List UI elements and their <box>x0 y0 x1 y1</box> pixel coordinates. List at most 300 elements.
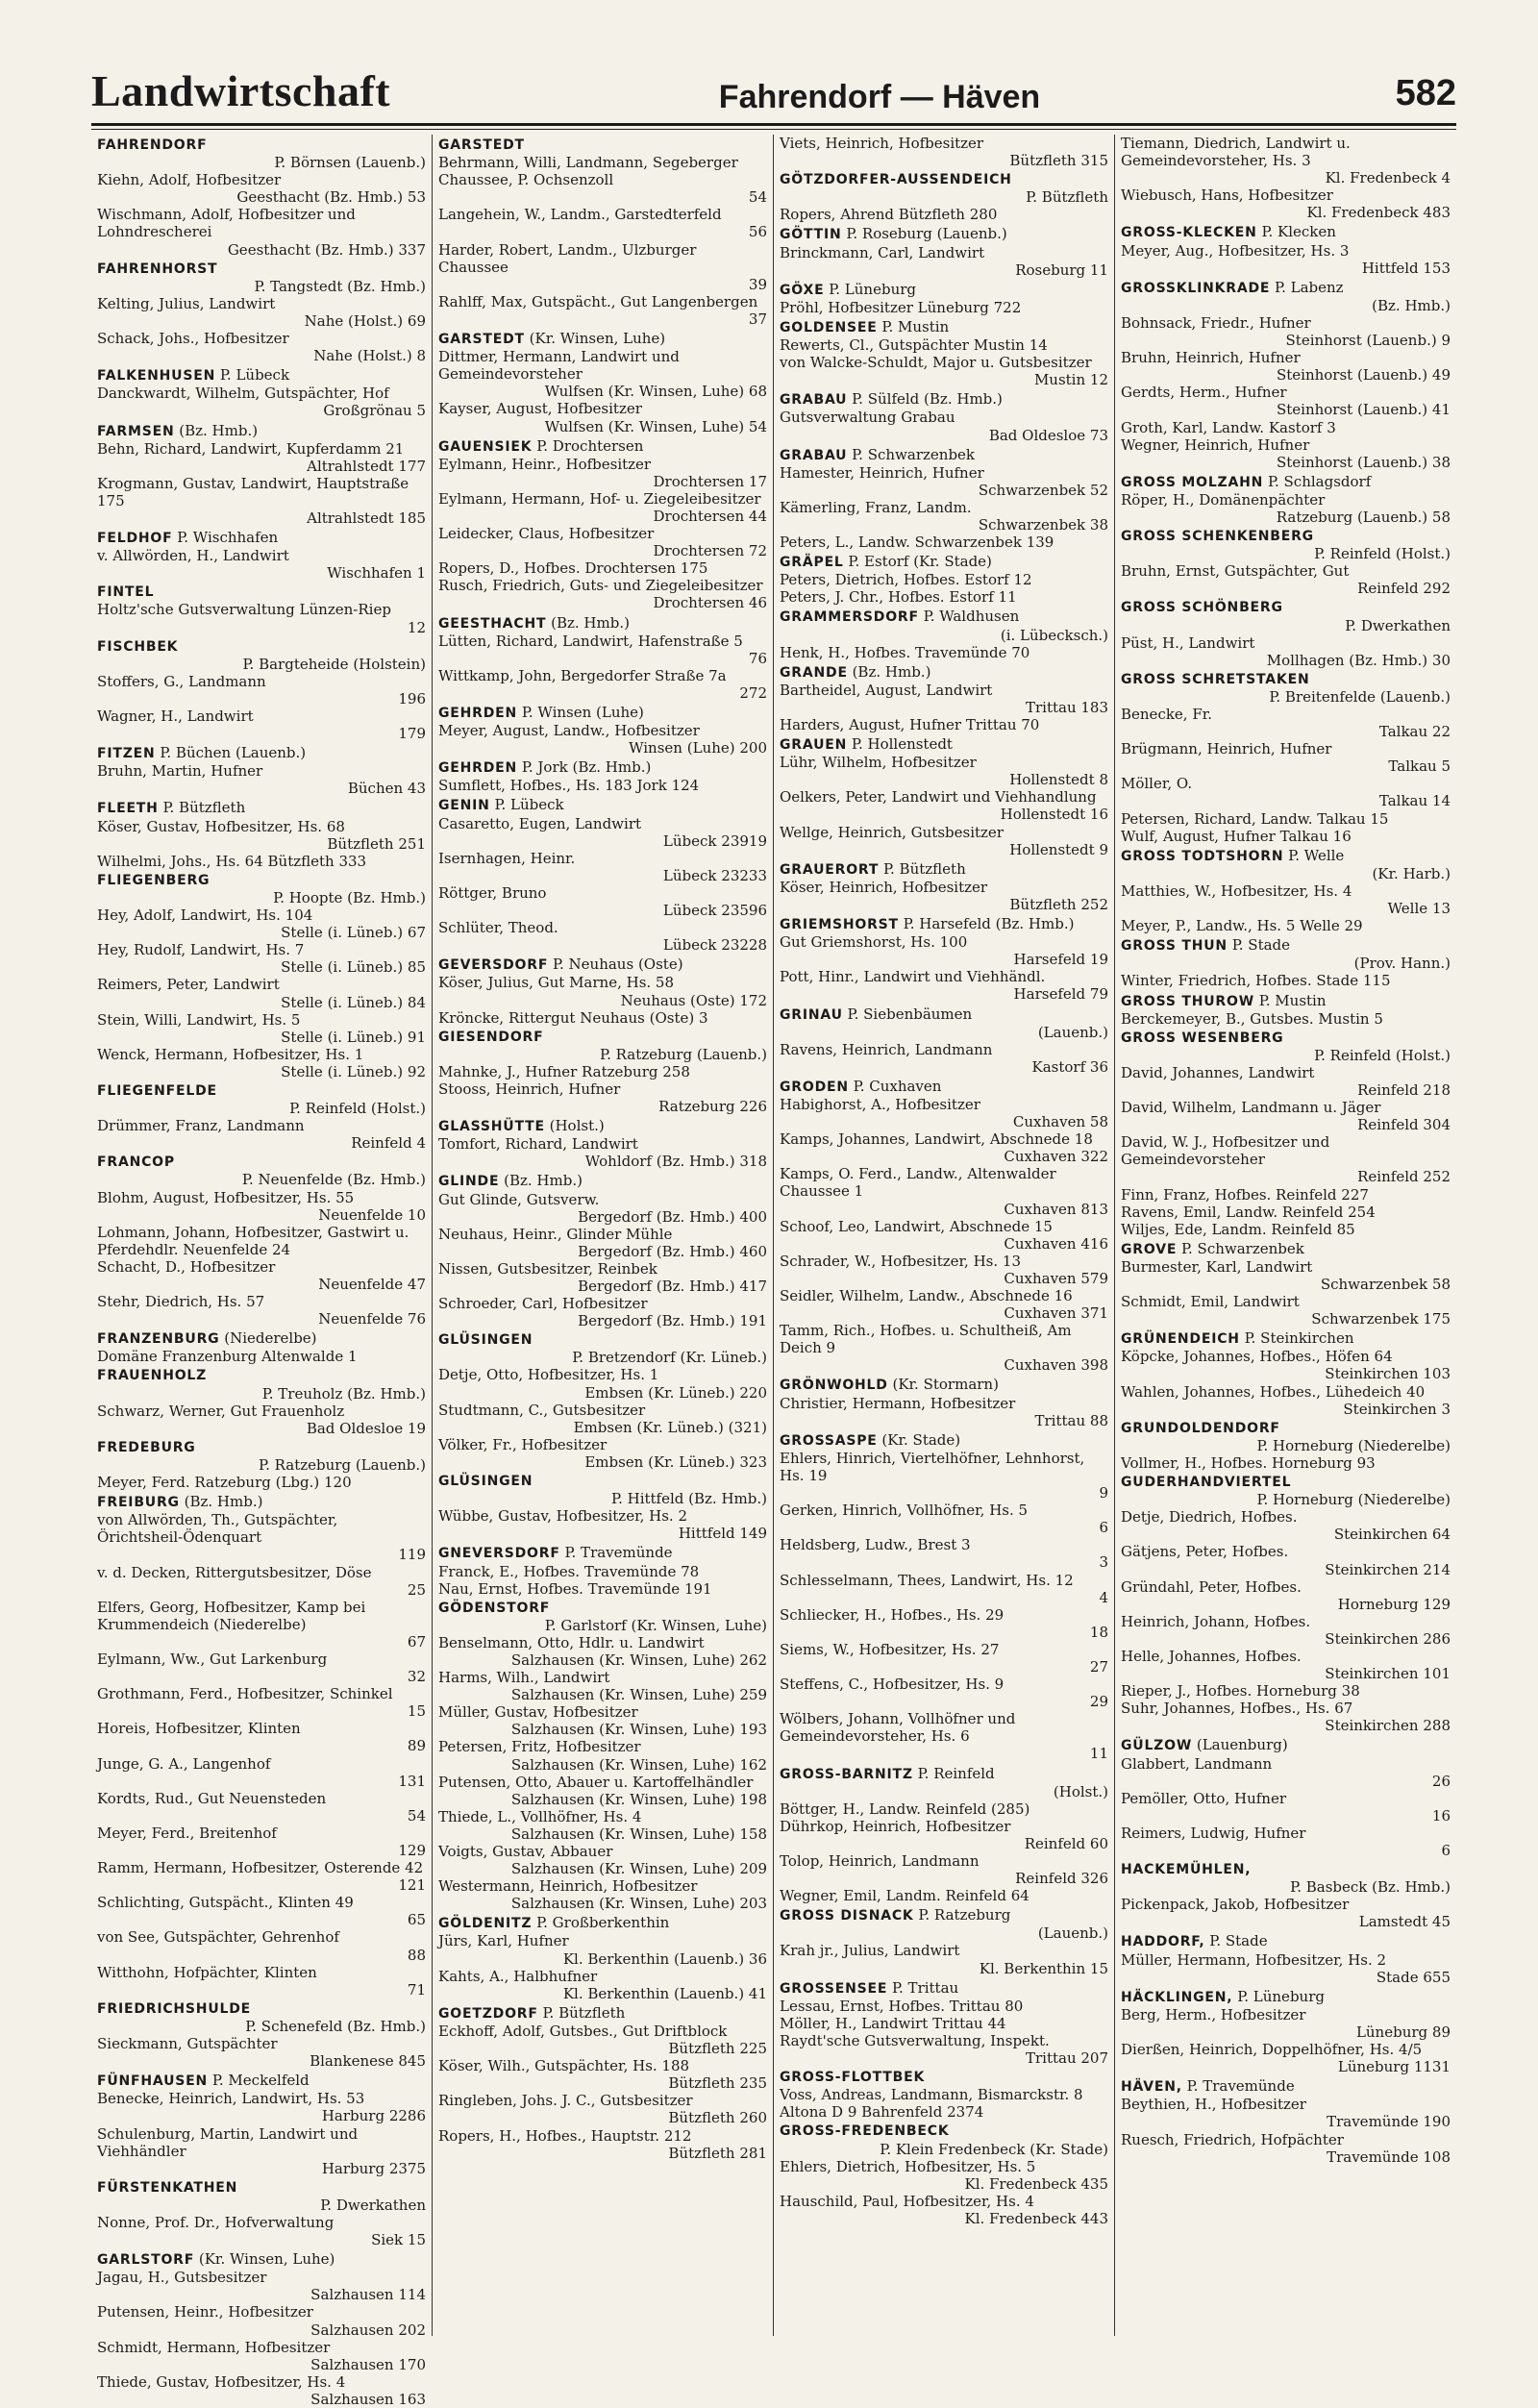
directory-entry <box>97 1720 426 1754</box>
entry-text: Gut Glinde, Gutsverw. <box>438 1190 600 1208</box>
post-office: P. Großberkenthin <box>532 1914 670 1932</box>
directory-entry <box>97 2373 426 2408</box>
entry-locality: Steinhorst (Lauenb.) 49 <box>1276 366 1451 385</box>
entry-locality: Wischhafen 1 <box>327 564 426 583</box>
directory-entry <box>97 154 426 171</box>
directory-entry <box>1121 1790 1451 1825</box>
entry-text: Wahlen, Johannes, Hofbes., Lühedeich 40 <box>1121 1382 1426 1401</box>
entry-locality: Steinkirchen 286 <box>1325 1629 1451 1648</box>
post-office: P. Neuhaus (Oste) <box>548 956 683 974</box>
entry-text: Harders, August, Hufner Trittau 70 <box>780 716 1040 733</box>
directory-entry <box>780 2086 1108 2121</box>
directory-entry <box>1121 1951 1451 1986</box>
entry-text: Nissen, Gutsbesitzer, Reinbek <box>438 1259 657 1278</box>
entry-text: Kämerling, Franz, Landm. <box>780 498 972 516</box>
entry-text: von See, Gutspächter, Gehrenhof <box>97 1928 339 1947</box>
place-heading <box>438 704 767 722</box>
page-header <box>91 58 1456 125</box>
directory-entry <box>97 1474 426 1491</box>
entry-locality: Cuxhaven 371 <box>1004 1304 1108 1323</box>
entry-locality: 6 <box>1441 1842 1451 1859</box>
entry-locality: 15 <box>407 1702 426 1721</box>
entry-locality: Bergedorf (Bz. Hmb.) 400 <box>578 1207 767 1226</box>
place-heading <box>780 1078 1108 1096</box>
place-name: GÖLDENITZ <box>438 1916 533 1932</box>
entry-text: Hey, Adolf, Landwirt, Hs. 104 <box>97 906 313 925</box>
entry-text: Sumflett, Hofbes., Hs. 183 Jork 124 <box>438 777 700 795</box>
directory-entry <box>438 2092 767 2126</box>
directory-entry <box>438 1366 767 1401</box>
entry-text: Henk, H., Hofbes. Travemünde 70 <box>780 643 1030 661</box>
directory-entry <box>780 1818 1108 1852</box>
entry-locality: Lüneburg 1131 <box>1337 2058 1451 2076</box>
entry-locality: Neuenfelde 10 <box>318 1205 426 1224</box>
entry-text: Seidler, Wilhelm, Landw., Abschnede 16 <box>780 1287 1073 1304</box>
directory-entry <box>97 385 426 419</box>
place-heading <box>97 1082 426 1100</box>
entry-text: Steffens, C., Hofbesitzer, Hs. 9 <box>780 1676 1005 1694</box>
directory-entry <box>1121 1578 1451 1613</box>
place-name: FELDHOF <box>97 531 173 547</box>
entry-text: Hamester, Heinrich, Hufner <box>780 463 984 482</box>
directory-entry <box>97 1755 426 1790</box>
entry-text: Rahlff, Max, Gutspächt., Gut Langenbergen <box>438 292 758 310</box>
entry-text: Ravens, Emil, Landw. Reinfeld 254 <box>1121 1203 1376 1221</box>
post-office: P. Lüneburg <box>1232 1987 1325 2005</box>
directory-entry <box>780 1287 1108 1322</box>
entry-text: David, Johannes, Landwirt <box>1121 1063 1315 1081</box>
entry-text: Pott, Hinr., Landwirt und Viehhändl. <box>780 968 1046 986</box>
directory-entry <box>438 1877 767 1912</box>
place-heading <box>438 1600 767 1617</box>
directory-entry <box>780 1852 1108 1887</box>
place-heading <box>97 799 426 817</box>
place-heading <box>780 553 1108 571</box>
directory-entry <box>438 1563 767 1580</box>
entry-locality: Bad Oldesloe 73 <box>988 426 1108 444</box>
directory-entry <box>438 490 767 525</box>
post-office: (Kr. Winsen, Luhe) <box>194 2250 335 2269</box>
directory-entry <box>1121 2041 1451 2075</box>
directory-entry <box>780 206 1108 223</box>
directory-entry <box>97 2018 426 2035</box>
place-heading <box>1121 1030 1451 1047</box>
post-office: P. Meckelfeld <box>208 2072 310 2090</box>
place-heading <box>780 318 1108 336</box>
entry-text: Thiede, L., Vollhöfner, Hs. 4 <box>438 1807 642 1825</box>
entry-text: Müller, Hermann, Hofbesitzer, Hs. 2 <box>1121 1950 1387 1969</box>
entry-locality: P. Ratzeburg (Lauenb.) <box>600 1045 767 1063</box>
entry-locality: (Prov. Hann.) <box>1353 955 1451 973</box>
entry-text: Gut Griemshorst, Hs. 100 <box>780 933 968 952</box>
directory-entry <box>97 601 426 635</box>
entry-text: Kayser, August, Hofbesitzer <box>438 400 642 418</box>
directory-entry <box>780 933 1108 968</box>
place-name: GNEVERSDORF <box>438 1546 560 1562</box>
entry-text: Beythien, H., Hofbesitzer <box>1121 2096 1306 2114</box>
entry-locality: 16 <box>1431 1806 1451 1825</box>
directory-entry <box>97 1293 426 1328</box>
entry-locality: 56 <box>748 223 767 241</box>
directory-entry <box>438 577 767 611</box>
place-name: GRODEN <box>780 1079 849 1095</box>
entry-locality: Talkau 5 <box>1388 757 1451 776</box>
entry-text: Dierßen, Heinrich, Doppelhöfner, Hs. 4/5 <box>1121 2041 1423 2059</box>
directory-entry <box>97 906 426 941</box>
directory-entry <box>438 293 767 328</box>
page-number: 582 <box>1395 73 1456 113</box>
directory-entry <box>97 1100 426 1117</box>
post-office: P. Büchen (Lauenb.) <box>155 744 307 762</box>
entry-locality: Bützfleth 315 <box>1009 152 1108 170</box>
place-heading <box>1121 671 1451 688</box>
directory-entry <box>780 2141 1108 2158</box>
directory-entry <box>97 1403 426 1437</box>
directory-entry <box>780 588 1108 606</box>
directory-entry <box>1121 1543 1451 1577</box>
post-office: P. Steinkirchen <box>1239 1329 1354 1348</box>
entry-locality: 32 <box>407 1668 426 1686</box>
place-name: GROSS SCHÖNBERG <box>1121 600 1283 616</box>
entry-locality: 179 <box>398 725 426 743</box>
post-office: (Lauenburg) <box>1192 1736 1288 1754</box>
post-office: P. Bützfleth <box>537 2003 626 2022</box>
entry-text: Schliecker, H., Hofbes., Hs. 29 <box>780 1605 1005 1624</box>
place-name: GRUNDOLDENDORF <box>1121 1420 1280 1436</box>
entry-text: Nonne, Prof. Dr., Hofverwaltung <box>97 2213 335 2231</box>
entry-locality: Geesthacht (Bz. Hmb.) 53 <box>236 188 426 207</box>
place-name: GROSS-FLOTTBEK <box>780 2070 926 2086</box>
place-heading <box>438 330 767 348</box>
directory-entry <box>1121 1454 1451 1472</box>
post-office: P. Bützfleth <box>879 859 966 878</box>
directory-entry <box>97 1790 426 1825</box>
place-name: GRIEMSHORST <box>780 917 899 933</box>
directory-entry <box>1121 706 1451 740</box>
directory-entry <box>97 1456 426 1474</box>
entry-text: Gründahl, Peter, Hofbes. <box>1121 1577 1302 1596</box>
entry-locality: P. Schenefeld (Bz. Hmb.) <box>245 2017 426 2035</box>
directory-entry <box>780 354 1108 388</box>
entry-text: David, W. J., Hofbesitzer und Gemeindevorsteher <box>1121 1133 1330 1169</box>
entry-locality: Kl. Fredenbeck 4 <box>1325 169 1451 187</box>
place-heading <box>97 422 426 440</box>
directory-entry <box>438 1507 767 1542</box>
entry-text: Eylmann, Ww., Gut Larkenburg <box>97 1650 328 1668</box>
entry-text: Wittkamp, John, Bergedorfer Straße 7a <box>438 666 727 684</box>
entry-text: Stein, Willi, Landwirt, Hs. 5 <box>97 1010 301 1029</box>
directory-entry <box>1121 1221 1451 1238</box>
entry-text: David, Wilhelm, Landmann u. Jäger <box>1121 1099 1381 1117</box>
entry-text: Franck, E., Hofbes. Travemünde 78 <box>438 1562 700 1580</box>
directory-entry <box>780 1783 1108 1800</box>
entry-locality: Schwarzenbek 38 <box>978 515 1108 534</box>
entry-locality: Harsefeld 79 <box>1013 985 1108 1004</box>
directory-entry <box>780 682 1108 716</box>
entry-locality: P. Dwerkathen <box>320 2196 426 2214</box>
place-name: FRAUENHOLZ <box>97 1368 208 1384</box>
entry-text: Mahnke, J., Hufner Ratzeburg 258 <box>438 1062 690 1080</box>
directory-entry <box>1121 955 1451 972</box>
directory-entry <box>1121 1348 1451 1382</box>
directory-entry <box>780 499 1108 534</box>
place-name: GOETZDORF <box>438 2005 538 2022</box>
entry-locality: P. Hoopte (Bz. Hmb.) <box>273 888 426 906</box>
place-heading <box>97 2179 426 2197</box>
place-heading <box>438 437 767 456</box>
entry-text: Ehlers, Hinrich, Viertelhöfner, Lehnhorst, Hs. 19 <box>780 1449 1085 1484</box>
place-name: GÖTTIN <box>780 227 842 243</box>
entry-text: Wölbers, Johann, Vollhöfner und Gemeindevorsteher, Hs. 6 <box>780 1710 1016 1746</box>
place-name: GOLDENSEE <box>780 319 878 335</box>
directory-entry <box>780 1887 1108 1904</box>
entry-locality: 54 <box>407 1806 426 1825</box>
entry-locality: Hollenstedt 16 <box>1000 806 1108 824</box>
entry-locality: Trittau 88 <box>1034 1411 1108 1429</box>
post-office: P. Sülfeld (Bz. Hmb.) <box>847 390 1003 409</box>
directory-entry <box>97 1171 426 1188</box>
directory-entry <box>1121 972 1451 989</box>
directory-entry <box>97 818 426 853</box>
place-heading <box>780 663 1108 682</box>
entry-text: Putensen, Heinr., Hofbesitzer <box>97 2303 313 2321</box>
entry-text: Schoof, Leo, Landwirt, Abschnede 15 <box>780 1217 1053 1235</box>
directory-entry <box>1121 810 1451 828</box>
entry-text: Lessau, Ernst, Hofbes. Trittau 80 <box>780 1997 1024 2015</box>
entry-text: Gätjens, Peter, Hofbes. <box>1121 1543 1289 1561</box>
entry-text: Wellge, Heinrich, Gutsbesitzer <box>780 823 1004 841</box>
entry-text: Meyer, P., Landw., Hs. 5 Welle 29 <box>1121 917 1363 935</box>
entry-text: Domäne Franzenburg Altenwalde 1 <box>97 1348 358 1366</box>
place-name: GRABAU <box>780 392 848 409</box>
entry-text: Petersen, Fritz, Hofbesitzer <box>438 1738 641 1756</box>
entry-locality: P. Börnsen (Lauenb.) <box>274 154 426 172</box>
directory-column <box>433 135 774 2336</box>
entry-locality: 6 <box>1099 1519 1108 1537</box>
entry-locality: Stade 655 <box>1376 1968 1451 1986</box>
entry-text: Leidecker, Claus, Hofbesitzer <box>438 525 655 543</box>
entry-locality: Altrahlstedt 177 <box>307 457 426 475</box>
directory-entry <box>780 1322 1108 1374</box>
entry-text: Kamps, O. Ferd., Landw., Altenwalder Chaussee 1 <box>780 1165 1056 1201</box>
place-name: GIESENDORF <box>438 1029 544 1045</box>
entry-locality: P. Neuenfelde (Bz. Hmb.) <box>241 1171 426 1189</box>
post-office: P. Cuxhaven <box>848 1077 942 1095</box>
entry-text: Voss, Andreas, Landmann, Bismarckstr. 8 Altona D 9 Bahrenfeld 2374 <box>780 2086 1083 2122</box>
entry-text: Völker, Fr., Hofbesitzer <box>438 1435 608 1453</box>
entry-text: Röttger, Bruno <box>438 883 547 902</box>
directory-entry <box>97 1511 426 1563</box>
post-office: P. Reinfeld <box>912 1764 995 1782</box>
directory-entry <box>1121 384 1451 418</box>
entry-locality: 119 <box>398 1546 426 1564</box>
place-heading <box>97 2000 426 2018</box>
post-office: P. Lübeck <box>215 366 290 385</box>
entry-locality: Drochtersen 44 <box>653 507 767 525</box>
place-heading <box>1121 1420 1451 1437</box>
directory-entry <box>438 2127 767 2162</box>
entry-locality: P. Basbeck (Bz. Hmb.) <box>1290 1878 1451 1897</box>
entry-text: Langehein, W., Landm., Garstedterfeld <box>438 206 722 224</box>
directory-entry <box>97 295 426 330</box>
entry-text: Putensen, Otto, Abauer u. Kartoffelhändler <box>438 1773 754 1791</box>
entry-text: Isernhagen, Heinr. <box>438 849 576 867</box>
entry-text: Lütten, Richard, Landwirt, Hafenstraße 5 <box>438 632 743 650</box>
place-name: GEVERSDORF <box>438 957 549 974</box>
place-name: GROSS WESENBERG <box>1121 1030 1284 1046</box>
entry-locality: 9 <box>1099 1484 1108 1502</box>
entry-locality: P. Treuholz (Bz. Hmb.) <box>261 1384 426 1403</box>
place-heading <box>97 1154 426 1171</box>
entry-text: Bruhn, Martin, Hufner <box>97 762 263 781</box>
directory-entry <box>438 1046 767 1063</box>
place-heading <box>780 1431 1108 1450</box>
entry-locality: Welle 13 <box>1387 900 1451 918</box>
post-office: P. Mustin <box>877 317 950 335</box>
entry-locality: Steinkirchen 214 <box>1325 1560 1451 1578</box>
entry-locality: Travemünde 108 <box>1327 2147 1451 2166</box>
place-heading <box>438 2004 767 2023</box>
entry-text: Möller, H., Landwirt Trittau 44 <box>780 2014 1006 2032</box>
place-heading <box>1121 1240 1451 1258</box>
entry-text: Stehr, Diedrich, Hs. 57 <box>97 1293 265 1311</box>
entry-locality: Steinhorst (Lauenb.) 38 <box>1276 453 1451 471</box>
entry-text: Böttger, H., Landw. Reinfeld (285) <box>780 1800 1030 1818</box>
entry-text: Tomfort, Richard, Landwirt <box>438 1135 638 1154</box>
header-rule <box>91 123 1456 126</box>
directory-entry <box>780 2015 1108 2032</box>
entry-text: Stooss, Heinrich, Hufner <box>438 1080 621 1098</box>
entry-text: Helle, Johannes, Hofbes. <box>1121 1647 1302 1665</box>
entry-text: Wiebusch, Hans, Hofbesitzer <box>1121 186 1333 205</box>
entry-locality: Altrahlstedt 185 <box>307 509 426 527</box>
entry-locality: Neuenfelde 47 <box>318 1276 426 1293</box>
directory-entry <box>438 1191 767 1226</box>
entry-text: Köser, Wilh., Gutspächter, Hs. 188 <box>438 2057 690 2075</box>
place-name: HADDORF, <box>1121 1934 1205 1950</box>
entry-text: von Walcke-Schuldt, Major u. Gutsbesitzer <box>780 354 1092 372</box>
directory-entry <box>438 815 767 850</box>
entry-locality: Salzhausen (Kr. Winsen, Luhe) 158 <box>510 1825 767 1843</box>
entry-locality: Schwarzenbek 175 <box>1311 1310 1451 1328</box>
place-heading <box>780 1765 1108 1783</box>
entry-text: Nau, Ernst, Hofbes. Travemünde 191 <box>438 1579 712 1598</box>
directory-entry <box>438 919 767 954</box>
entry-text: Vollmer, H., Hofbes. Horneburg 93 <box>1121 1453 1376 1472</box>
place-name: GÖTZDORFER-AUSSENDEICH <box>780 172 1012 188</box>
entry-locality: (Holst.) <box>1053 1782 1108 1800</box>
place-name: GLINDE <box>438 1174 500 1190</box>
entry-locality: Salzhausen (Kr. Winsen, Luhe) 198 <box>510 1790 767 1808</box>
place-heading <box>1121 936 1451 955</box>
entry-text: Bruhn, Ernst, Gutspächter, Gut <box>1121 562 1350 581</box>
entry-text: Ropers, H., Hofbes., Hauptstr. 212 <box>438 2126 692 2145</box>
place-name: GROSS MOLZAHN <box>1121 474 1264 490</box>
place-name: GARSTEDT <box>438 332 525 348</box>
place-name: GARSTEDT <box>438 137 525 153</box>
entry-locality: Salzhausen (Kr. Winsen, Luhe) 162 <box>510 1755 767 1774</box>
directory-entry <box>438 1063 767 1080</box>
directory-entry <box>780 1041 1108 1076</box>
entry-text: Petersen, Richard, Landw. Talkau 15 <box>1121 809 1389 828</box>
entry-text: Witthohn, Hofpächter, Klinten <box>97 1963 317 1981</box>
place-name: GRÖNWOHLD <box>780 1378 888 1394</box>
post-office: (Bz. Hmb.) <box>546 613 630 632</box>
entry-locality: Büchen 43 <box>347 780 426 798</box>
entry-text: von Allwörden, Th., Gutspächter, Örichtsheil-Ödenquart <box>97 1511 338 1547</box>
entry-text: Ringleben, Johs. J. C., Gutsbesitzer <box>438 2092 693 2110</box>
entry-locality: Drochtersen 17 <box>653 472 767 490</box>
entry-locality: Talkau 22 <box>1378 723 1451 741</box>
entry-text: Detje, Diedrich, Hofbes. <box>1121 1508 1298 1527</box>
entry-text: Behrmann, Willi, Landmann, Segeberger Chaussee, P. Ochsenzoll <box>438 154 738 189</box>
entry-text: Schack, Johs., Hofbesitzer <box>97 330 289 348</box>
entry-locality: Cuxhaven 322 <box>1004 1148 1108 1166</box>
entry-locality: 121 <box>398 1876 426 1895</box>
entry-text: Krah jr., Julius, Landwirt <box>780 1942 960 1960</box>
directory-entry <box>97 1189 426 1224</box>
entry-text: Wagner, H., Landwirt <box>97 708 254 725</box>
entry-text: Hey, Rudolf, Landwirt, Hs. 7 <box>97 941 305 959</box>
place-name: GROSS TODTSHORN <box>1121 848 1284 864</box>
directory-entry <box>97 475 426 527</box>
entry-locality: Cuxhaven 579 <box>1004 1269 1108 1287</box>
entry-locality: Embsen (Kr. Lüneb.) 220 <box>584 1383 767 1402</box>
entry-text: Wulf, August, Hufner Talkau 16 <box>1121 827 1352 845</box>
place-name: FAHRENDORF <box>97 137 208 153</box>
directory-entry <box>97 1046 426 1080</box>
post-office: (Kr. Stormarn) <box>887 1376 999 1394</box>
entry-locality: Harburg 2286 <box>321 2107 426 2125</box>
post-office: P. Lübeck <box>489 796 564 814</box>
entry-text: Sieckmann, Gutspächter <box>97 2035 278 2053</box>
entry-text: Köser, Gustav, Hofbesitzer, Hs. 68 <box>97 817 345 835</box>
directory-entry <box>97 206 426 258</box>
entry-text: Köpcke, Johannes, Hofbes., Höfen 64 <box>1121 1348 1393 1366</box>
entry-text: Meyer, Aug., Hofbesitzer, Hs. 3 <box>1121 241 1350 260</box>
place-name: GROSS-KLECKEN <box>1121 225 1257 241</box>
entry-text: Siems, W., Hofbesitzer, Hs. 27 <box>780 1640 1000 1658</box>
entry-locality: Salzhausen (Kr. Winsen, Luhe) 209 <box>510 1860 767 1878</box>
directory-entry <box>780 571 1108 588</box>
entry-text: Ramm, Hermann, Hofbesitzer, Osterende 42 <box>97 1859 424 1877</box>
entry-text: Reimers, Ludwig, Hufner <box>1121 1824 1306 1842</box>
post-office: P. Siebenbäumen <box>842 1005 973 1023</box>
entry-locality: Hittfeld 149 <box>678 1525 767 1543</box>
entry-locality: Salzhausen (Kr. Winsen, Luhe) 203 <box>510 1895 767 1913</box>
place-name: GEHRDEN <box>438 760 518 777</box>
place-heading <box>780 2123 1108 2140</box>
directory-entry <box>1121 135 1451 186</box>
directory-entry <box>780 1024 1108 1041</box>
entry-text: Rieper, J., Hofbes. Horneburg 38 <box>1121 1682 1360 1700</box>
place-heading <box>1121 473 1451 491</box>
directory-entry <box>1121 1204 1451 1221</box>
place-name: FLIEGENBERG <box>97 872 211 888</box>
directory-entry <box>780 2032 1108 2067</box>
directory-entry <box>1121 1508 1451 1543</box>
entry-locality: 88 <box>407 1946 426 1964</box>
directory-entry <box>1121 2096 1451 2130</box>
place-name: GRABAU <box>780 447 848 463</box>
post-office: (Kr. Stade) <box>877 1430 961 1449</box>
place-heading <box>1121 2077 1451 2096</box>
entry-locality: Harsefeld 19 <box>1013 951 1108 969</box>
directory-entry <box>97 762 426 797</box>
entry-text: Junge, G. A., Langenhof <box>97 1754 271 1773</box>
entry-text: Schroeder, Carl, Hofbesitzer <box>438 1295 648 1313</box>
entry-locality: Wohldorf (Bz. Hmb.) 318 <box>584 1153 767 1171</box>
